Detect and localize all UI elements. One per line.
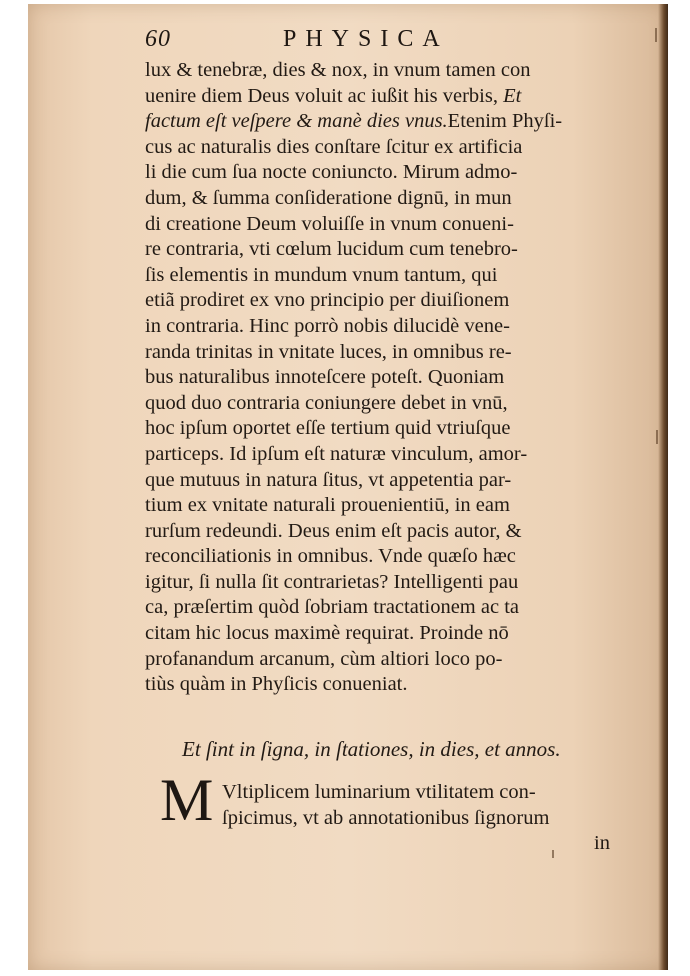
- text-line: ca, præſertim quòd ſobriam tractationem ac ta: [145, 596, 519, 619]
- text-line: dum, & ſumma conſideratione dignū, in mun: [145, 186, 512, 209]
- page-header: [145, 26, 485, 54]
- text-line: reconciliationis in omnibus. Vnde quæſo hæc: [145, 545, 516, 568]
- text-line: tiùs quàm in Phyſicis conueniat.: [145, 673, 408, 696]
- text-line: quod duo contraria coniungere debet in vnū,: [145, 391, 508, 414]
- text-line: tium ex vnitate naturali prouenientiū, in eam: [145, 494, 510, 517]
- text-line: re contraria, vti cœlum lucidum cum tenebro-: [145, 238, 518, 261]
- text-line: etiã prodiret ex vno principio per diuiſionem: [145, 289, 510, 312]
- text-line: li die cum ſua nocte coniuncto. Mirum admo-: [145, 161, 518, 184]
- section-heading: Et ſint in ſigna, in ſtationes, in dies, et annos.: [182, 737, 561, 761]
- text-line: di creatione Deum voluiſſe in vnum conueni-: [145, 212, 514, 235]
- text-line: particeps. Id ipſum eſt naturæ vinculum, amor-: [145, 442, 528, 465]
- text-line: randa trinitas in vnitate luces, in omnibus re-: [145, 340, 512, 363]
- text-line: in contraria. Hinc porrò nobis dilucidè vene-: [145, 314, 510, 337]
- text-line: lux & tenebræ, dies & nox, in vnum tamen con: [145, 59, 531, 81]
- margin-mark: [552, 850, 554, 858]
- text-line: cus ac naturalis dies conſtare ſcitur ex artificia: [145, 135, 523, 158]
- margin-mark: [655, 28, 657, 42]
- second-paragraph: [222, 780, 632, 831]
- text-line: igitur, ſi nulla ſit contrarietas? Intelligenti pau: [145, 570, 519, 593]
- text-line: rurſum redeundi. Deus enim eſt pacis autor, &: [145, 519, 522, 542]
- main-paragraph: [145, 58, 630, 698]
- page-number: 60: [145, 26, 171, 52]
- page-edge-shadow: [658, 4, 668, 970]
- text-line: factum eſt veſpere & manè dies vnus.Etenim Phyſi-: [145, 110, 563, 133]
- text-line: hoc ipſum oportet eſſe tertium quid vtriuſque: [145, 417, 511, 440]
- drop-cap-initial: M: [160, 767, 214, 833]
- text-line: citam hic locus maximè requirat. Proinde nō: [145, 622, 509, 645]
- text-line: Vltiplicem luminarium vtilitatem con-: [222, 781, 536, 803]
- text-line: ſpicimus, vt ab annotationibus ſignorum: [222, 806, 550, 829]
- text-line: que mutuus in natura ſitus, vt appetentia par-: [145, 468, 512, 491]
- margin-mark: [656, 430, 658, 444]
- running-head: PHYSICA: [283, 26, 449, 52]
- text-line: bus naturalibus innoteſcere poteſt. Quoniam: [145, 366, 505, 389]
- text-line: uenire diem Deus voluit ac iußit his verbis, Et: [145, 84, 522, 107]
- text-line: ſis elementis in mundum vnum tantum, qui: [145, 263, 498, 286]
- text-line: profanandum arcanum, cùm altiori loco po-: [145, 647, 503, 670]
- catchword: in: [594, 832, 610, 854]
